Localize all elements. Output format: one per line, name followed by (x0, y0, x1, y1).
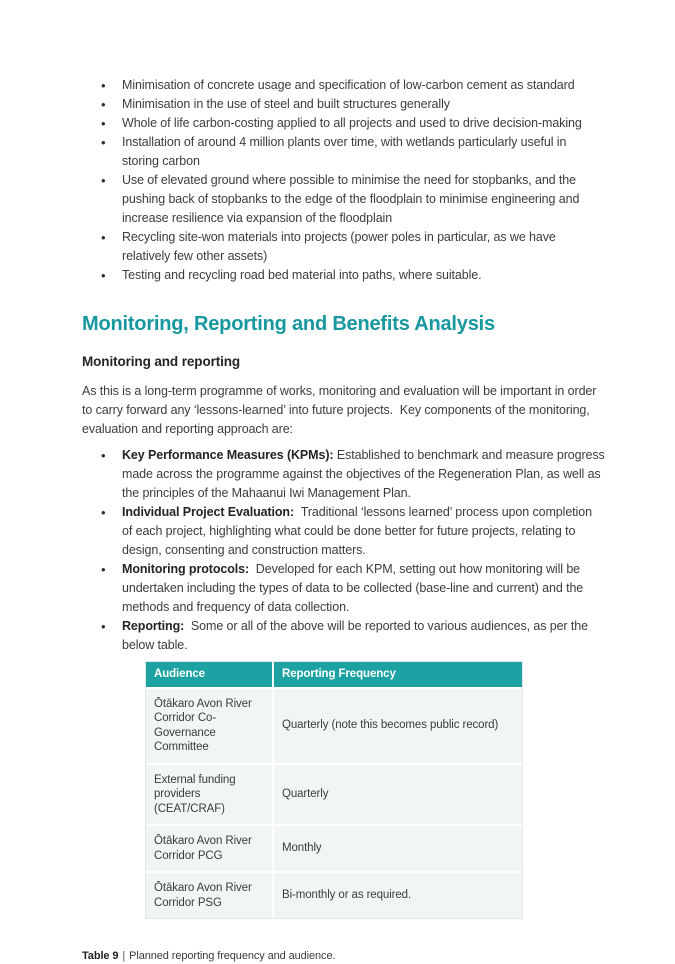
frequency-cell: Quarterly (note this becomes public record) (274, 687, 522, 763)
table-caption-label: Table 9 (82, 950, 119, 962)
table-row (146, 871, 522, 918)
reporting-table-header (146, 662, 522, 687)
list-item (82, 617, 605, 655)
audience-cell: Ōtākaro Avon River Corridor Co-Governance Committee (146, 687, 274, 763)
list-item: • Testing and recycling road bed material into paths, where suitable. (82, 266, 605, 285)
bullet-label: Reporting: (122, 619, 185, 633)
audience-cell: Ōtākaro Avon River Corridor PSG (146, 871, 274, 918)
bullet-label: Key Performance Measures (KPMs): (122, 448, 334, 462)
bullet-text: Established to benchmark and measure progress made across the programme against the objectives of the Regeneration Plan, as well as the principles of the Mahaanui Iwi Management Plan. (122, 448, 605, 500)
frequency-cell: Bi-monthly or as required. (274, 871, 522, 918)
list-item: • Use of elevated ground where possible to minimise the need for stopbanks, and the pushing back of stopbanks to the edge of the floodplain to minimise engineering and increase resilience via expansion of the floodplain (82, 171, 605, 228)
section-heading: Monitoring, Reporting and Benefits Analysis (82, 313, 495, 335)
reporting-table (145, 661, 523, 919)
audience-cell: External funding providers (CEAT/CRAF) (146, 763, 274, 825)
table-row (146, 763, 522, 825)
key-components-list (82, 446, 605, 655)
audience-column-header: Audience (146, 662, 274, 687)
intro-paragraph: As this is a long-term programme of works, monitoring and evaluation will be important in order to carry forward any ‘lessons-learned’ into future projects. Key components of the monitoring, evaluation and reporting approach are: (82, 384, 597, 436)
bullet-text: Some or all of the above will be reported to various audiences, as per the below table. (122, 619, 588, 652)
frequency-cell: Quarterly (274, 763, 522, 825)
list-item (82, 503, 605, 560)
sub-heading: Monitoring and reporting (82, 354, 241, 369)
table-caption-separator: | (122, 950, 126, 962)
bullet-text: Developed for each KPM, setting out how monitoring will be undertaken including the types of data to be collected (base-line and current) and the methods and frequency of data collection. (122, 562, 584, 614)
list-item: • Minimisation of concrete usage and specification of low-carbon cement as standard (82, 76, 605, 95)
bullet-label: Monitoring protocols: (122, 562, 250, 576)
audience-cell: Ōtākaro Avon River Corridor PCG (146, 824, 274, 871)
list-item (82, 446, 605, 503)
list-item (82, 560, 605, 617)
sustainability-bullet-list (82, 76, 605, 285)
list-item: • Whole of life carbon-costing applied to all projects and used to drive decision-making (82, 114, 605, 133)
bullet-label: Individual Project Evaluation: (122, 505, 295, 519)
list-item: • Installation of around 4 million plants over time, with wetlands particularly useful in storing carbon (82, 133, 605, 171)
table-row (146, 687, 522, 763)
table-row (146, 824, 522, 871)
table-header-row (146, 662, 522, 687)
reporting-table-body (146, 687, 522, 919)
list-item: • Recycling site-won materials into projects (power poles in particular, as we have relatively few other assets) (82, 228, 605, 266)
frequency-column-header: Reporting Frequency (274, 662, 522, 687)
frequency-cell: Monthly (274, 824, 522, 871)
table-caption-text: Planned reporting frequency and audience. (129, 950, 336, 962)
bullet-text: Traditional ‘lessons learned’ process upon completion of each project, highlighting what could be done better for future projects, relating to design, consenting and construction matters. (122, 505, 592, 557)
table-caption (82, 949, 605, 964)
list-item: • Minimisation in the use of steel and built structures generally (82, 95, 605, 114)
